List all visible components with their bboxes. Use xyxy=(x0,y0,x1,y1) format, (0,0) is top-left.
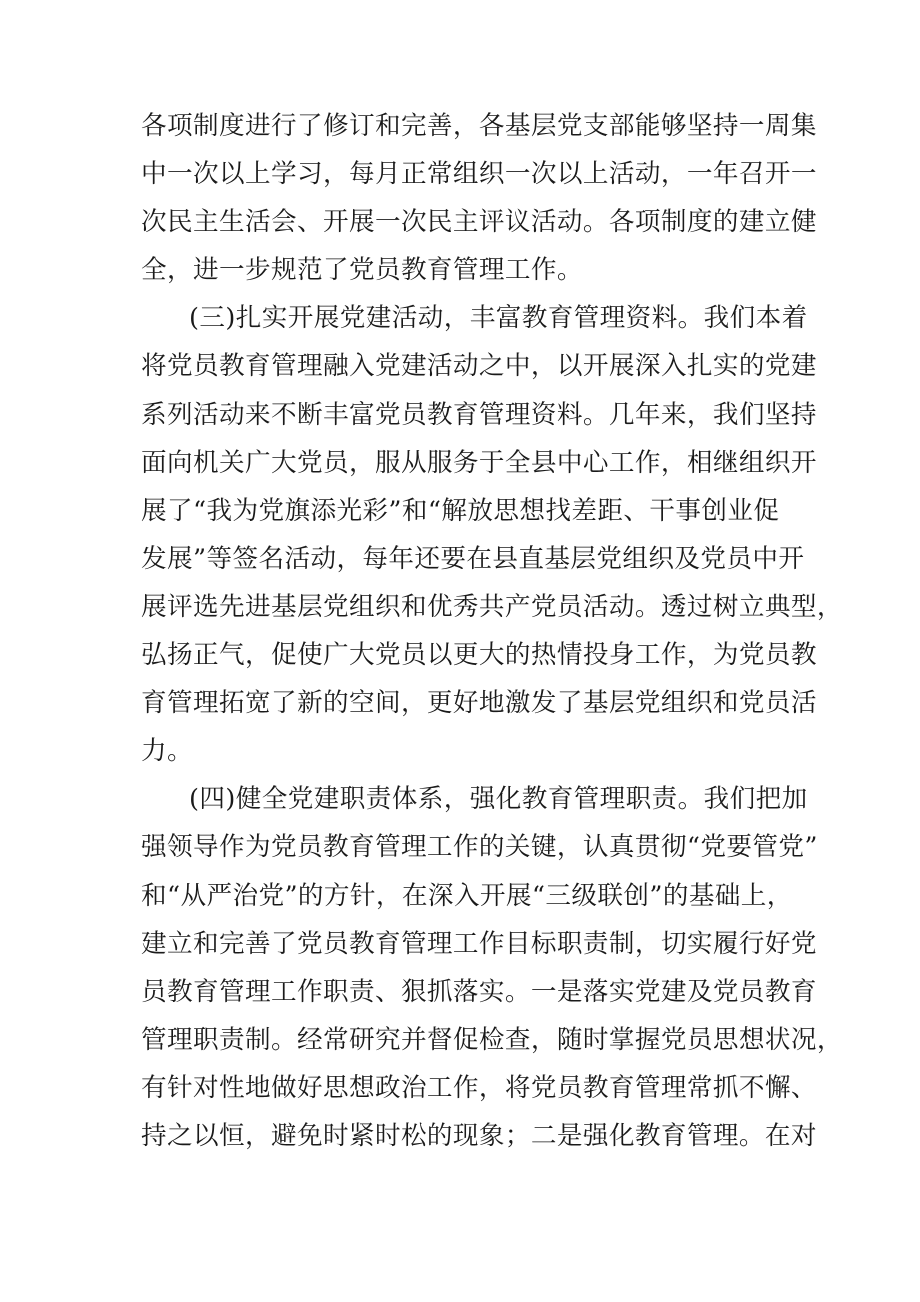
text-line: 发展”等签名活动，每年还要在县直基层党组织及党员中开 xyxy=(141,543,805,574)
text-line: 和“从严治党”的方针，在深入开展“三级联创”的基础上， xyxy=(141,880,793,911)
body-text xyxy=(141,102,843,1160)
text-line: 有针对性地做好思想政治工作，将党员教育管理常抓不懈、 xyxy=(141,1072,817,1103)
text-line: 中一次以上学习，每月正常组织一次以上活动，一年召开一 xyxy=(141,159,817,190)
section-heading-line: (三)扎实开展党建活动，丰富教育管理资料。我们本着 xyxy=(189,303,808,334)
text-line: 建立和完善了党员教育管理工作目标职责制，切实履行好党 xyxy=(141,928,817,959)
text-line: 强领导作为党员教育管理工作的关键，认真贯彻“党要管党” xyxy=(141,832,818,863)
text-line: 持之以恒，避免时紧时松的现象；二是强化教育管理。在对 xyxy=(141,1120,817,1151)
text-line: 展了“我为党旗添光彩”和“解放思想找差距、干事创业促 xyxy=(141,495,780,526)
text-line: 展评选先进基层党组织和优秀共产党员活动。透过树立典型， xyxy=(141,591,843,622)
text-line: 管理职责制。经常研究并督促检查，随时掌握党员思想状况， xyxy=(141,1024,843,1055)
text-line: 弘扬正气，促使广大党员以更大的热情投身工作，为党员教 xyxy=(141,640,817,671)
text-line: 育管理拓宽了新的空间，更好地激发了基层党组织和党员活 xyxy=(141,688,817,719)
text-line: 力。 xyxy=(141,736,193,767)
text-line: 将党员教育管理融入党建活动之中，以开展深入扎实的党建 xyxy=(141,351,817,382)
text-line: 全，进一步规范了党员教育管理工作。 xyxy=(141,255,583,286)
text-line: 面向机关广大党员，服从服务于全县中心工作，相继组织开 xyxy=(141,447,817,478)
text-line: 各项制度进行了修订和完善，各基层党支部能够坚持一周集 xyxy=(141,111,817,141)
text-line: 系列活动来不断丰富党员教育管理资料。几年来，我们坚持 xyxy=(141,399,817,430)
text-line: 员教育管理工作职责、狠抓落实。一是落实党建及党员教育 xyxy=(141,976,817,1007)
text-line: 次民主生活会、开展一次民主评议活动。各项制度的建立健 xyxy=(141,207,817,238)
section-heading-line: (四)健全党建职责体系，强化教育管理职责。我们把加 xyxy=(189,784,808,815)
